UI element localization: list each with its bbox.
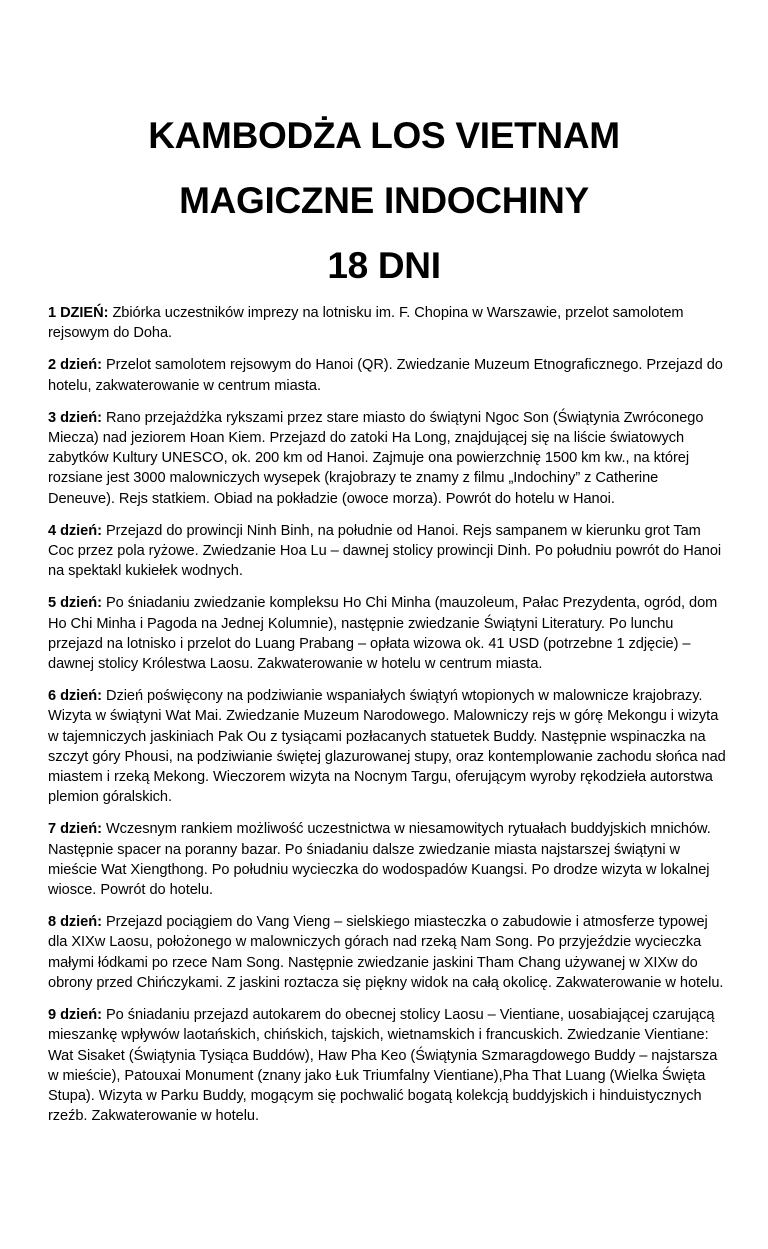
itinerary: [48, 303, 728, 1138]
day-3-paragraph: [48, 408, 728, 509]
document-title: [0, 103, 768, 298]
day-text: Po śniadaniu przejazd autokarem do obecnej stolicy Laosu – Vientiane, uosabiającej czarującą mieszankę wpływów laotańskich, chińskich, tajskich, wietnamskich i francuskich. Zwiedzanie Vientiane: Wat Sisaket (Świątynia Tysiąca Buddów), Haw Pha Keo (Świątynia Szmaragdowego Buddy – najstarsza w mieście), Patouxai Monument (znany jako Łuk Triumfalny Vientiane),Pha That Luang (Wielka Święta Stupa). Wizyta w Parku Buddy, mogącym się pochwalić bogatą kolekcją buddyjskich i hinduistycznych rzeźb. Zakwaterowanie w hotelu.: [48, 1007, 718, 1125]
day-text: Po śniadaniu zwiedzanie kompleksu Ho Chi Minha (mauzoleum, Pałac Prezydenta, ogród, dom Ho Chi Minha i Pagoda na Jednej Kolumnie), następnie zwiedzanie Świątyni Literatury. Po lunchu przejazd na lotnisko i przelot do Luang Prabang – opłata wizowa ok. 41 USD (potrzebne 1 zdjęcie) – dawnej stolicy Królestwa Laosu. Zakwaterowanie w hotelu w centrum miasta.: [48, 595, 718, 673]
day-text: Dzień poświęcony na podziwianie wspaniałych świątyń wtopionych w malownicze krajobrazy. Wizyta w świątyni Wat Mai. Zwiedzanie Muzeum Narodowego. Malowniczy rejs w górę Mekongu i wizyta w tajemniczych jaskiniach Pak Ou z tysiącami pozłacanych statuetek Buddy. Następnie wspinaczka na szczyt góry Phousi, na podziwianie świętej glazurowanej stupy, oraz kontemplowanie zachodu słońca nad miastem i rzeką Mekong. Wieczorem wizyta na Nocnym Targu, oferującym wyroby rękodzieła autorstwa plemion góralskich.: [48, 688, 726, 806]
day-label: 7 dzień:: [48, 821, 102, 838]
day-text: Wczesnym rankiem możliwość uczestnictwa w niesamowitych rytuałach buddyjskich mnichów. Następnie spacer na poranny bazar. Po śniadaniu dalsze zwiedzanie miasta najstarszej świątyni w mieście Wat Xiengthong. Po południu wycieczka do wodospadów Kuangsi. Po drodze wizyta w lokalnej wiosce. Powrót do hotelu.: [48, 821, 711, 899]
day-label: 6 dzień:: [48, 688, 102, 705]
day-1-paragraph: [48, 303, 728, 343]
day-4-paragraph: [48, 521, 728, 582]
day-text: Przejazd pociągiem do Vang Vieng – sielskiego miasteczka o zabudowie i atmosferze typowej dla XIXw Laosu, położonego w malowniczych górach nad rzeką Nam Song. Po przyjeździe wycieczka małymi łódkami po rzece Nam Song. Następnie zwiedzanie jaskini Tham Chang używanej w XIXw do obrony przed Chińczykami. Z jaskini roztacza się piękny widok na całą okolicę. Zakwaterowanie w hotelu.: [48, 914, 724, 991]
day-7-paragraph: [48, 819, 728, 900]
day-text: Przelot samolotem rejsowym do Hanoi (QR). Zwiedzanie Muzeum Etnograficznego. Przejazd do hotelu, zakwaterowanie w centrum miasta.: [48, 357, 723, 394]
day-8-paragraph: [48, 912, 728, 993]
day-6-paragraph: [48, 686, 728, 807]
day-label: 5 dzień:: [48, 595, 102, 612]
day-label: 2 dzień:: [48, 357, 102, 374]
day-text: Przejazd do prowincji Ninh Binh, na południe od Hanoi. Rejs sampanem w kierunku grot Tam Coc przez pola ryżowe. Zwiedzanie Hoa Lu – dawnej stolicy prowincji Dinh. Po południu powrót do Hanoi na spektakl kukiełek wodnych.: [48, 522, 722, 580]
day-label: 1 DZIEŃ:: [48, 305, 109, 321]
title-line-3: 18 DNI: [327, 245, 441, 286]
day-9-paragraph: [48, 1005, 728, 1126]
day-label: 4 dzień:: [48, 522, 102, 539]
day-label: 9 dzień:: [48, 1007, 102, 1024]
day-label: 3 dzień:: [48, 409, 102, 426]
day-label: 8 dzień:: [48, 914, 102, 931]
title-line-1: KAMBODŻA LOS VIETNAM: [148, 115, 620, 156]
title-line-2: MAGICZNE INDOCHINY: [179, 180, 589, 221]
day-text: Rano przejażdżka rykszami przez stare miasto do świątyni Ngoc Son (Świątynia Zwróconego Miecza) nad jeziorem Hoan Kiem. Przejazd do zatoki Ha Long, znajdującej się na liście światowych zabytków Kultury UNESCO, ok. 200 km od Hanoi. Zajmuje ona powierzchnię 1500 km kw., na której rozsiane jest 3000 malowniczych wysepek (krajobrazy te znamy z filmu „Indochiny” z Catherine Deneuve). Rejs statkiem. Obiad na pokładzie (owoce morza). Powrót do hotelu w Hanoi.: [48, 409, 704, 507]
day-2-paragraph: [48, 355, 728, 395]
day-5-paragraph: [48, 593, 728, 674]
day-text: Zbiórka uczestników imprezy na lotnisku im. F. Chopina w Warszawie, przelot samolotem rejsowym do Doha.: [48, 305, 684, 342]
